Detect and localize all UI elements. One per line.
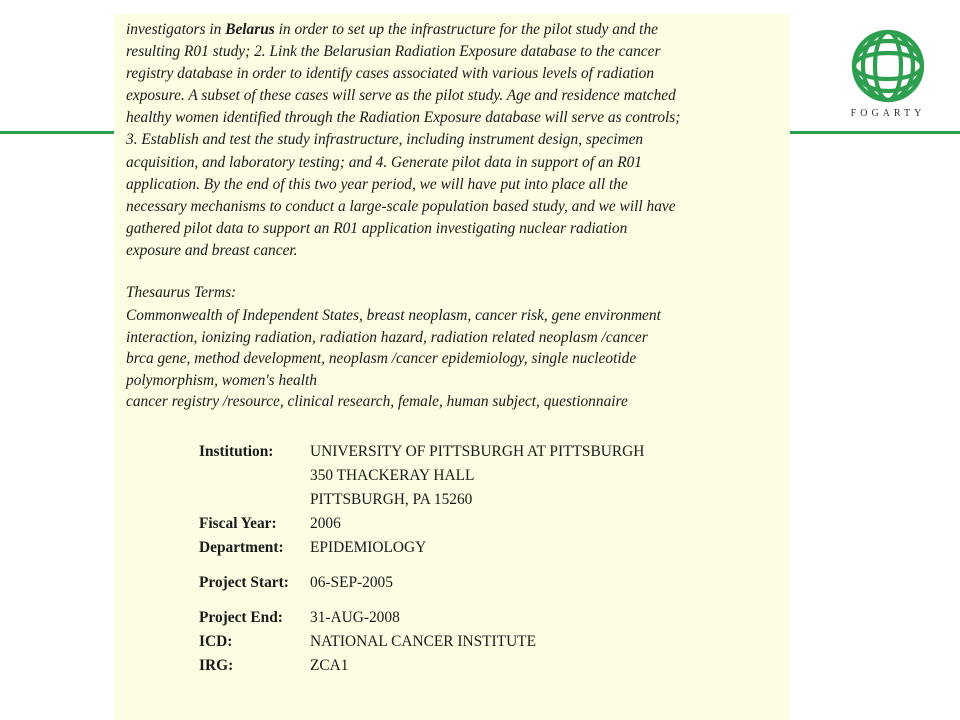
header-rule-left <box>0 131 114 134</box>
project-start-label: Project Start: <box>199 574 289 591</box>
institution-address: 350 THACKERAY HALL <box>310 467 475 484</box>
thesaurus-line: interaction, ionizing radiation, radiation hazard, radiation related neoplasm /cancer <box>126 328 648 346</box>
abstract-line: necessary mechanisms to conduct a large-scale population based study, and we will have <box>126 197 676 215</box>
fogarty-globe-icon <box>850 28 926 104</box>
info-row-fiscal-year <box>199 512 644 536</box>
project-end-label: Project End: <box>199 609 283 626</box>
info-row-icd <box>199 630 644 654</box>
abstract-line: exposure and breast cancer. <box>126 241 298 259</box>
icd-label: ICD: <box>199 633 233 650</box>
irg-label: IRG: <box>199 657 234 674</box>
thesaurus-terms <box>126 305 786 413</box>
abstract-line: exposure. A subset of these cases will serve as the pilot study. Age and residence matched <box>126 87 676 105</box>
institution-value <box>310 440 644 512</box>
abstract-line: healthy women identified through the Radiation Exposure database will serve as controls; <box>126 109 681 127</box>
abstract-line-start: investigators in <box>126 21 226 38</box>
header-rule-right <box>790 131 960 134</box>
icd-value: NATIONAL CANCER INSTITUTE <box>310 633 536 650</box>
abstract-line: 3. Establish and test the study infrastructure, including instrument design, specimen <box>126 131 644 149</box>
department-label: Department: <box>199 539 284 556</box>
info-row-project-end <box>199 606 644 630</box>
abstract-line: gathered pilot data to support an R01 application investigating nuclear radiation <box>126 219 628 237</box>
info-row-project-start <box>199 560 644 606</box>
abstract-line: application. By the end of this two year period, we will have put into place all the <box>126 175 628 193</box>
abstract-line: registry database in order to identify cases associated with various levels of radiation <box>126 65 655 83</box>
project-info-table <box>199 440 644 678</box>
project-end-value: 31-AUG-2008 <box>310 609 400 626</box>
thesaurus-line: brca gene, method development, neoplasm /cancer epidemiology, single nucleotide <box>126 350 637 367</box>
thesaurus-line: polymorphism, women's health <box>126 371 317 389</box>
abstract-text <box>126 19 786 262</box>
institution-city: PITTSBURGH, PA 15260 <box>310 491 473 508</box>
abstract-line: acquisition, and laboratory testing; and 4. Generate pilot data in support of an R01 <box>126 153 642 171</box>
fogarty-wordmark: FOGARTY <box>850 108 926 119</box>
abstract-line: resulting R01 study; 2. Link the Belarusian Radiation Exposure database to the cancer <box>126 43 661 61</box>
project-start-value: 06-SEP-2005 <box>310 574 393 591</box>
thesaurus-line: Commonwealth of Independent States, breast neoplasm, cancer risk, gene environment <box>126 307 661 324</box>
thesaurus-line: cancer registry /resource, clinical research, female, human subject, questionnaire <box>126 393 628 410</box>
document-page <box>114 14 790 720</box>
info-row-department <box>199 536 644 560</box>
abstract-line <box>126 19 786 41</box>
department-value: EPIDEMIOLOGY <box>310 539 427 556</box>
info-row-institution <box>199 440 644 512</box>
thesaurus-title: Thesaurus Terms: <box>126 284 237 301</box>
abstract-line-end: in order to set up the infrastructure for the pilot study and the <box>274 21 658 38</box>
fiscal-year-value: 2006 <box>310 515 341 532</box>
fogarty-logo[interactable] <box>836 20 940 130</box>
irg-value: ZCA1 <box>310 657 349 674</box>
abstract-emphasis-belarus: Belarus <box>225 21 275 38</box>
info-row-irg <box>199 654 644 678</box>
fiscal-year-label: Fiscal Year: <box>199 515 277 532</box>
institution-name: UNIVERSITY OF PITTSBURGH AT PITTSBURGH <box>310 443 645 460</box>
institution-label: Institution: <box>199 443 274 460</box>
